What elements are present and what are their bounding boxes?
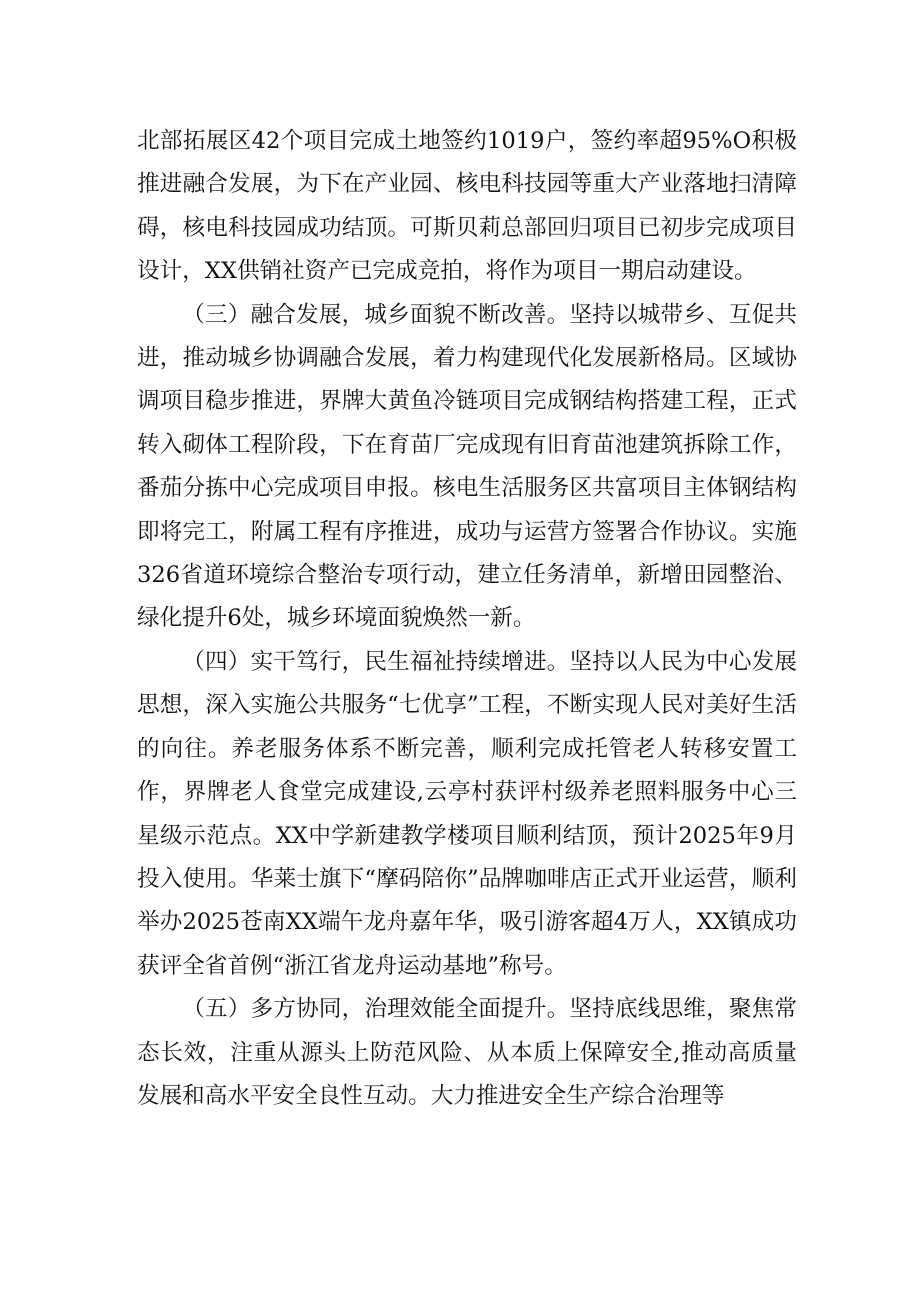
paragraph-section-5: （五）多方协同，治理效能全面提升。坚持底线思维，聚焦常态长效，注重从源头上防范风险、从本质上保障安全,推动高质量发展和高水平安全良性互动。大力推进安全生产综合治理等 [137,996,797,1109]
paragraph-continuation: 北部拓展区42个项目完成土地签约1019户，签约率超95%O积极推进融合发展，为下在产业园、核电科技园等重大产业落地扫清障碍，核电科技园成功结顶。可斯贝莉总部回归项目已初步完成项目设计，XX供销社资产已完成竞拍，将作为项目一期启动建设。 [137,128,797,285]
document-body [137,120,797,1118]
paragraph-section-3: （三）融合发展，城乡面貌不断改善。坚持以城带乡、互促共进，推动城乡协调融合发展，着力构建现代化发展新格局。区域协调项目稳步推进，界牌大黄鱼冷链项目完成钢结构搭建工程，正式转入砌体工程阶段，下在育苗厂完成现有旧育苗池建筑拆除工作，番茄分拣中心完成项目申报。核电生活服务区共富项目主体钢结构即将完工，附属工程有序推进，成功与运营方签署合作协议。实施326省道环境综合整治专项行动，建立任务清单，新增田园整治、绿化提升6处，城乡环境面貌焕然一新。 [137,301,797,632]
paragraph-section-4: （四）实干笃行，民生福祉持续增进。坚持以人民为中心发展思想，深入实施公共服务“七优享”工程，不断实现人民对美好生活的向往。养老服务体系不断完善，顺利完成托管老人转移安置工作，界牌老人食堂完成建设,云亭村获评村级养老照料服务中心三星级示范点。XX中学新建教学楼项目顺利结顶，预计2025年9月投入使用。华莱士旗下“摩码陪你”品牌咖啡店正式开业运营，顺利举办2025苍南XX端午龙舟嘉年华，吸引游客超4万人，XX镇成功获评全省首例“浙江省龙舟运动基地”称号。 [137,648,797,979]
